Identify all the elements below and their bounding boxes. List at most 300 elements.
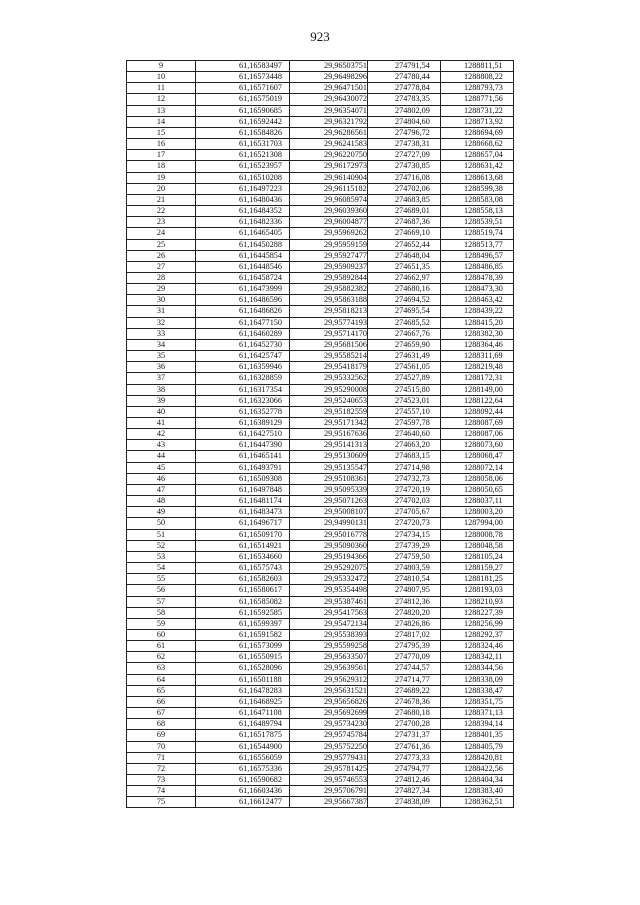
latitude-cell: 61,16496717 [196, 518, 290, 529]
point-number-cell: 58 [127, 607, 196, 618]
x-coordinate-cell: 274773,33 [368, 752, 441, 763]
point-number-cell: 66 [127, 696, 196, 707]
latitude-cell: 61,16501188 [196, 674, 290, 685]
latitude-cell: 61,16580617 [196, 585, 290, 596]
y-coordinate-cell: 1288210,93 [441, 596, 514, 607]
table-row [127, 473, 514, 484]
table-row [127, 317, 514, 328]
longitude-cell: 29,94990131 [290, 518, 368, 529]
y-coordinate-cell: 1288122,64 [441, 395, 514, 406]
longitude-cell: 29,96004877 [290, 217, 368, 228]
longitude-cell: 29,96498296 [290, 72, 368, 83]
longitude-cell: 29,95417563 [290, 607, 368, 618]
latitude-cell: 61,16531703 [196, 139, 290, 150]
x-coordinate-cell: 274685,52 [368, 317, 441, 328]
latitude-cell: 61,16317354 [196, 384, 290, 395]
table-row [127, 540, 514, 551]
x-coordinate-cell: 274662,97 [368, 272, 441, 283]
latitude-cell: 61,16389129 [196, 418, 290, 429]
table-row [127, 328, 514, 339]
latitude-cell: 61,16510208 [196, 172, 290, 183]
x-coordinate-cell: 274734,15 [368, 529, 441, 540]
latitude-cell: 61,16471108 [196, 708, 290, 719]
point-number-cell: 65 [127, 685, 196, 696]
longitude-cell: 29,95141313 [290, 440, 368, 451]
table-row [127, 418, 514, 429]
latitude-cell: 61,16575019 [196, 94, 290, 105]
longitude-cell: 29,96172973 [290, 161, 368, 172]
x-coordinate-cell: 274720,73 [368, 518, 441, 529]
latitude-cell: 61,16573099 [196, 641, 290, 652]
longitude-cell: 29,95354498 [290, 585, 368, 596]
table-row [127, 462, 514, 473]
coordinates-table [126, 60, 514, 808]
point-number-cell: 61 [127, 641, 196, 652]
point-number-cell: 23 [127, 217, 196, 228]
y-coordinate-cell: 1288068,47 [441, 451, 514, 462]
longitude-cell: 29,95779431 [290, 752, 368, 763]
latitude-cell: 61,16486596 [196, 295, 290, 306]
y-coordinate-cell: 1288439,22 [441, 306, 514, 317]
point-number-cell: 63 [127, 663, 196, 674]
x-coordinate-cell: 274700,28 [368, 719, 441, 730]
table-row [127, 206, 514, 217]
latitude-cell: 61,16556059 [196, 752, 290, 763]
point-number-cell: 16 [127, 139, 196, 150]
x-coordinate-cell: 274812,46 [368, 775, 441, 786]
latitude-cell: 61,16448546 [196, 261, 290, 272]
y-coordinate-cell: 1288351,75 [441, 696, 514, 707]
x-coordinate-cell: 274794,77 [368, 763, 441, 774]
longitude-cell: 29,95135547 [290, 462, 368, 473]
x-coordinate-cell: 274804,60 [368, 116, 441, 127]
y-coordinate-cell: 1288193,03 [441, 585, 514, 596]
latitude-cell: 61,16585082 [196, 596, 290, 607]
x-coordinate-cell: 274597,78 [368, 418, 441, 429]
latitude-cell: 61,16458724 [196, 272, 290, 283]
point-number-cell: 73 [127, 775, 196, 786]
longitude-cell: 29,95332562 [290, 373, 368, 384]
latitude-cell: 61,16612477 [196, 797, 290, 808]
latitude-cell: 61,16486826 [196, 306, 290, 317]
y-coordinate-cell: 1288105,24 [441, 551, 514, 562]
table-row [127, 786, 514, 797]
point-number-cell: 46 [127, 473, 196, 484]
point-number-cell: 25 [127, 239, 196, 250]
latitude-cell: 61,16603436 [196, 786, 290, 797]
y-coordinate-cell: 1288631,42 [441, 161, 514, 172]
latitude-cell: 61,16481174 [196, 496, 290, 507]
y-coordinate-cell: 1288172,31 [441, 373, 514, 384]
table-row [127, 339, 514, 350]
x-coordinate-cell: 274702,03 [368, 496, 441, 507]
latitude-cell: 61,16544900 [196, 741, 290, 752]
table-row [127, 674, 514, 685]
latitude-cell: 61,16523957 [196, 161, 290, 172]
latitude-cell: 61,16493791 [196, 462, 290, 473]
y-coordinate-cell: 1288613,68 [441, 172, 514, 183]
point-number-cell: 30 [127, 295, 196, 306]
x-coordinate-cell: 274667,76 [368, 328, 441, 339]
table-row [127, 284, 514, 295]
latitude-cell: 61,16359946 [196, 362, 290, 373]
x-coordinate-cell: 274640,60 [368, 429, 441, 440]
latitude-cell: 61,16497848 [196, 484, 290, 495]
table-row [127, 641, 514, 652]
table-row [127, 172, 514, 183]
longitude-cell: 29,96140904 [290, 172, 368, 183]
point-number-cell: 57 [127, 596, 196, 607]
table-row [127, 194, 514, 205]
y-coordinate-cell: 1288513,77 [441, 239, 514, 250]
table-row [127, 362, 514, 373]
y-coordinate-cell: 1288808,22 [441, 72, 514, 83]
y-coordinate-cell: 1288420,81 [441, 752, 514, 763]
table-row [127, 272, 514, 283]
point-number-cell: 42 [127, 429, 196, 440]
table-row [127, 529, 514, 540]
point-number-cell: 17 [127, 150, 196, 161]
y-coordinate-cell: 1288473,30 [441, 284, 514, 295]
y-coordinate-cell: 1288668,62 [441, 139, 514, 150]
x-coordinate-cell: 274730,85 [368, 161, 441, 172]
longitude-cell: 29,95969262 [290, 228, 368, 239]
point-number-cell: 29 [127, 284, 196, 295]
x-coordinate-cell: 274689,22 [368, 685, 441, 696]
y-coordinate-cell: 1288383,40 [441, 786, 514, 797]
latitude-cell: 61,16575743 [196, 563, 290, 574]
table-row [127, 228, 514, 239]
table-row [127, 607, 514, 618]
point-number-cell: 28 [127, 272, 196, 283]
x-coordinate-cell: 274648,04 [368, 250, 441, 261]
point-number-cell: 32 [127, 317, 196, 328]
table-row [127, 351, 514, 362]
x-coordinate-cell: 274631,49 [368, 351, 441, 362]
y-coordinate-cell: 1288159,27 [441, 563, 514, 574]
y-coordinate-cell: 1288463,42 [441, 295, 514, 306]
table-row [127, 161, 514, 172]
y-coordinate-cell: 1288149,00 [441, 384, 514, 395]
longitude-cell: 29,95240653 [290, 395, 368, 406]
longitude-cell: 29,95667387 [290, 797, 368, 808]
x-coordinate-cell: 274669,10 [368, 228, 441, 239]
x-coordinate-cell: 274796,72 [368, 127, 441, 138]
longitude-cell: 29,95538393 [290, 629, 368, 640]
table-row [127, 451, 514, 462]
y-coordinate-cell: 1288311,69 [441, 351, 514, 362]
table-row [127, 429, 514, 440]
y-coordinate-cell: 1288405,79 [441, 741, 514, 752]
x-coordinate-cell: 274803,59 [368, 563, 441, 574]
y-coordinate-cell: 1288092,44 [441, 406, 514, 417]
latitude-cell: 61,16514921 [196, 540, 290, 551]
longitude-cell: 29,95194366 [290, 551, 368, 562]
latitude-cell: 61,16445854 [196, 250, 290, 261]
table-row [127, 295, 514, 306]
y-coordinate-cell: 1288382,30 [441, 328, 514, 339]
y-coordinate-cell: 1288415,20 [441, 317, 514, 328]
point-number-cell: 45 [127, 462, 196, 473]
y-coordinate-cell: 1288364,46 [441, 339, 514, 350]
y-coordinate-cell: 1288344,56 [441, 663, 514, 674]
coordinates-table-body [127, 61, 514, 808]
table-row [127, 406, 514, 417]
latitude-cell: 61,16460289 [196, 328, 290, 339]
latitude-cell: 61,16590685 [196, 105, 290, 116]
x-coordinate-cell: 274515,80 [368, 384, 441, 395]
longitude-cell: 29,95959159 [290, 239, 368, 250]
table-row [127, 618, 514, 629]
latitude-cell: 61,16328859 [196, 373, 290, 384]
x-coordinate-cell: 274739,29 [368, 540, 441, 551]
longitude-cell: 29,95108361 [290, 473, 368, 484]
x-coordinate-cell: 274744,57 [368, 663, 441, 674]
latitude-cell: 61,16482336 [196, 217, 290, 228]
y-coordinate-cell: 1288657,04 [441, 150, 514, 161]
longitude-cell: 29,95292075 [290, 563, 368, 574]
longitude-cell: 29,95585214 [290, 351, 368, 362]
y-coordinate-cell: 1288292,37 [441, 629, 514, 640]
longitude-cell: 29,95818213 [290, 306, 368, 317]
x-coordinate-cell: 274651,35 [368, 261, 441, 272]
longitude-cell: 29,95927477 [290, 250, 368, 261]
point-number-cell: 35 [127, 351, 196, 362]
x-coordinate-cell: 274817,02 [368, 629, 441, 640]
latitude-cell: 61,16528096 [196, 663, 290, 674]
y-coordinate-cell: 1288073,60 [441, 440, 514, 451]
x-coordinate-cell: 274678,36 [368, 696, 441, 707]
x-coordinate-cell: 274652,44 [368, 239, 441, 250]
longitude-cell: 29,95633507 [290, 652, 368, 663]
point-number-cell: 50 [127, 518, 196, 529]
y-coordinate-cell: 1288394,14 [441, 719, 514, 730]
latitude-cell: 61,16452730 [196, 339, 290, 350]
table-row [127, 373, 514, 384]
longitude-cell: 29,96220750 [290, 150, 368, 161]
table-row [127, 752, 514, 763]
point-number-cell: 33 [127, 328, 196, 339]
x-coordinate-cell: 274827,34 [368, 786, 441, 797]
x-coordinate-cell: 274826,86 [368, 618, 441, 629]
longitude-cell: 29,95008107 [290, 507, 368, 518]
longitude-cell: 29,95692699 [290, 708, 368, 719]
x-coordinate-cell: 274716,08 [368, 172, 441, 183]
table-row [127, 563, 514, 574]
x-coordinate-cell: 274778,84 [368, 83, 441, 94]
latitude-cell: 61,16517875 [196, 730, 290, 741]
table-row [127, 250, 514, 261]
x-coordinate-cell: 274761,36 [368, 741, 441, 752]
point-number-cell: 20 [127, 183, 196, 194]
table-row [127, 183, 514, 194]
y-coordinate-cell: 1288811,51 [441, 61, 514, 72]
longitude-cell: 29,95016778 [290, 529, 368, 540]
page-number: 923 [310, 29, 330, 44]
x-coordinate-cell: 274820,20 [368, 607, 441, 618]
point-number-cell: 59 [127, 618, 196, 629]
table-row [127, 496, 514, 507]
point-number-cell: 56 [127, 585, 196, 596]
x-coordinate-cell: 274810,54 [368, 574, 441, 585]
latitude-cell: 61,16465141 [196, 451, 290, 462]
point-number-cell: 10 [127, 72, 196, 83]
table-row [127, 484, 514, 495]
point-number-cell: 34 [127, 339, 196, 350]
y-coordinate-cell: 1288037,11 [441, 496, 514, 507]
latitude-cell: 61,16478283 [196, 685, 290, 696]
longitude-cell: 29,95909237 [290, 261, 368, 272]
point-number-cell: 55 [127, 574, 196, 585]
x-coordinate-cell: 274680,18 [368, 708, 441, 719]
latitude-cell: 61,16509308 [196, 473, 290, 484]
latitude-cell: 61,16582603 [196, 574, 290, 585]
point-number-cell: 37 [127, 373, 196, 384]
longitude-cell: 29,95781425 [290, 763, 368, 774]
y-coordinate-cell: 1288324,46 [441, 641, 514, 652]
y-coordinate-cell: 1288003,20 [441, 507, 514, 518]
table-row [127, 663, 514, 674]
x-coordinate-cell: 274663,20 [368, 440, 441, 451]
latitude-cell: 61,16583497 [196, 61, 290, 72]
table-row [127, 585, 514, 596]
longitude-cell: 29,95171342 [290, 418, 368, 429]
x-coordinate-cell: 274780,44 [368, 72, 441, 83]
longitude-cell: 29,95746553 [290, 775, 368, 786]
table-row [127, 217, 514, 228]
table-row [127, 83, 514, 94]
y-coordinate-cell: 1288371,13 [441, 708, 514, 719]
table-row [127, 261, 514, 272]
latitude-cell: 61,16473999 [196, 284, 290, 295]
point-number-cell: 51 [127, 529, 196, 540]
y-coordinate-cell: 1288008,78 [441, 529, 514, 540]
longitude-cell: 29,95387461 [290, 596, 368, 607]
table-row [127, 719, 514, 730]
point-number-cell: 27 [127, 261, 196, 272]
longitude-cell: 29,95639561 [290, 663, 368, 674]
x-coordinate-cell: 274687,36 [368, 217, 441, 228]
longitude-cell: 29,95599258 [290, 641, 368, 652]
x-coordinate-cell: 274838,09 [368, 797, 441, 808]
longitude-cell: 29,95472134 [290, 618, 368, 629]
table-row [127, 775, 514, 786]
y-coordinate-cell: 1288486,85 [441, 261, 514, 272]
table-row [127, 507, 514, 518]
latitude-cell: 61,16592442 [196, 116, 290, 127]
point-number-cell: 44 [127, 451, 196, 462]
y-coordinate-cell: 1288338,47 [441, 685, 514, 696]
x-coordinate-cell: 274802,09 [368, 105, 441, 116]
longitude-cell: 29,95629312 [290, 674, 368, 685]
latitude-cell: 61,16352778 [196, 406, 290, 417]
x-coordinate-cell: 274795,39 [368, 641, 441, 652]
latitude-cell: 61,16591582 [196, 629, 290, 640]
y-coordinate-cell: 1288793,73 [441, 83, 514, 94]
longitude-cell: 29,95090360 [290, 540, 368, 551]
point-number-cell: 14 [127, 116, 196, 127]
point-number-cell: 48 [127, 496, 196, 507]
x-coordinate-cell: 274731,37 [368, 730, 441, 741]
longitude-cell: 29,95418179 [290, 362, 368, 373]
y-coordinate-cell: 1288058,06 [441, 473, 514, 484]
y-coordinate-cell: 1288558,13 [441, 206, 514, 217]
table-row [127, 696, 514, 707]
table-row [127, 139, 514, 150]
longitude-cell: 29,95631521 [290, 685, 368, 696]
table-row [127, 127, 514, 138]
x-coordinate-cell: 274695,54 [368, 306, 441, 317]
y-coordinate-cell: 1288362,51 [441, 797, 514, 808]
y-coordinate-cell: 1288478,39 [441, 272, 514, 283]
point-number-cell: 71 [127, 752, 196, 763]
latitude-cell: 61,16477150 [196, 317, 290, 328]
table-row [127, 763, 514, 774]
x-coordinate-cell: 274689,01 [368, 206, 441, 217]
longitude-cell: 29,95714170 [290, 328, 368, 339]
point-number-cell: 40 [127, 406, 196, 417]
latitude-cell: 61,16427510 [196, 429, 290, 440]
x-coordinate-cell: 274527,89 [368, 373, 441, 384]
y-coordinate-cell: 1287994,00 [441, 518, 514, 529]
point-number-cell: 75 [127, 797, 196, 808]
x-coordinate-cell: 274680,16 [368, 284, 441, 295]
point-number-cell: 60 [127, 629, 196, 640]
y-coordinate-cell: 1288599,38 [441, 183, 514, 194]
y-coordinate-cell: 1288496,57 [441, 250, 514, 261]
x-coordinate-cell: 274694,52 [368, 295, 441, 306]
x-coordinate-cell: 274557,10 [368, 406, 441, 417]
x-coordinate-cell: 274720,19 [368, 484, 441, 495]
latitude-cell: 61,16465405 [196, 228, 290, 239]
point-number-cell: 39 [127, 395, 196, 406]
latitude-cell: 61,16573448 [196, 72, 290, 83]
longitude-cell: 29,95706791 [290, 786, 368, 797]
point-number-cell: 24 [127, 228, 196, 239]
latitude-cell: 61,16509170 [196, 529, 290, 540]
x-coordinate-cell: 274705,67 [368, 507, 441, 518]
point-number-cell: 31 [127, 306, 196, 317]
longitude-cell: 29,95882382 [290, 284, 368, 295]
longitude-cell: 29,96085974 [290, 194, 368, 205]
y-coordinate-cell: 1288050,65 [441, 484, 514, 495]
point-number-cell: 15 [127, 127, 196, 138]
longitude-cell: 29,95734230 [290, 719, 368, 730]
table-row [127, 116, 514, 127]
x-coordinate-cell: 274738,31 [368, 139, 441, 150]
latitude-cell: 61,16571607 [196, 83, 290, 94]
y-coordinate-cell: 1288342,11 [441, 652, 514, 663]
table-row [127, 239, 514, 250]
longitude-cell: 29,95752250 [290, 741, 368, 752]
point-number-cell: 26 [127, 250, 196, 261]
longitude-cell: 29,96354071 [290, 105, 368, 116]
table-row [127, 551, 514, 562]
latitude-cell: 61,16550915 [196, 652, 290, 663]
longitude-cell: 29,95182559 [290, 406, 368, 417]
y-coordinate-cell: 1288771,56 [441, 94, 514, 105]
x-coordinate-cell: 274732,73 [368, 473, 441, 484]
y-coordinate-cell: 1288087,06 [441, 429, 514, 440]
x-coordinate-cell: 274714,98 [368, 462, 441, 473]
longitude-cell: 29,96286561 [290, 127, 368, 138]
point-number-cell: 38 [127, 384, 196, 395]
x-coordinate-cell: 274783,35 [368, 94, 441, 105]
y-coordinate-cell: 1288583,08 [441, 194, 514, 205]
x-coordinate-cell: 274791,54 [368, 61, 441, 72]
point-number-cell: 54 [127, 563, 196, 574]
point-number-cell: 70 [127, 741, 196, 752]
